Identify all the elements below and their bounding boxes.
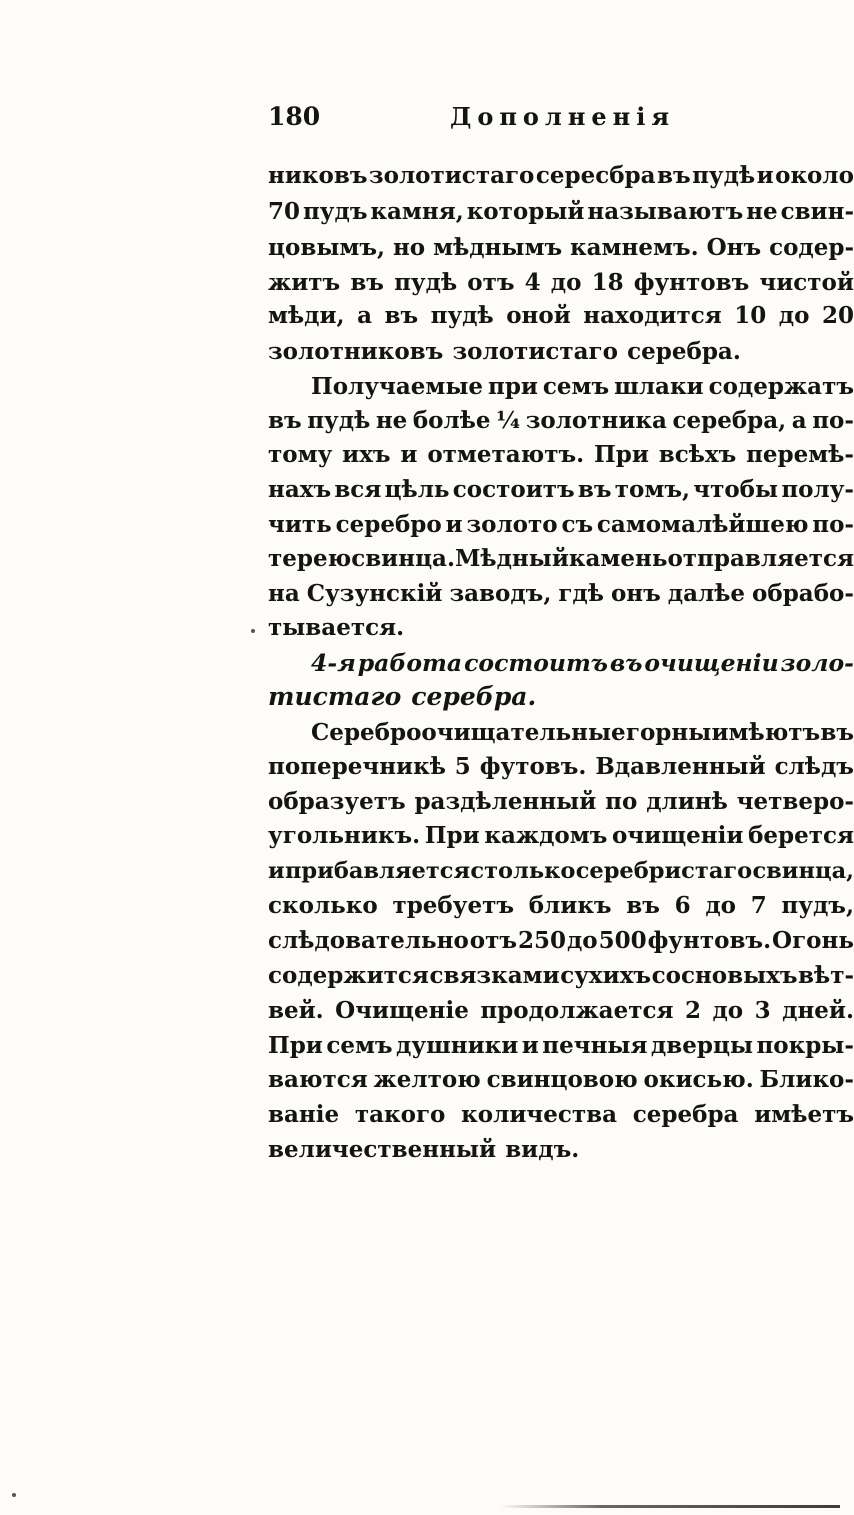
word: болѣе <box>412 407 491 434</box>
word: Очищеніе <box>335 997 469 1024</box>
word: футовъ. <box>479 753 587 780</box>
word: 3 <box>754 997 771 1024</box>
word: 20 <box>821 302 854 329</box>
word: по- <box>812 511 854 538</box>
text-line <box>268 786 854 822</box>
word: Мѣдный <box>454 545 569 572</box>
word: далѣе <box>667 580 746 607</box>
text-line <box>268 160 854 196</box>
word: горны <box>625 719 712 746</box>
word: сосновыхъ <box>651 962 798 989</box>
word: свин- <box>780 198 854 225</box>
word: тому <box>268 441 333 468</box>
word: серебра, <box>672 407 787 434</box>
word: 70 <box>268 198 301 225</box>
word: покры- <box>756 1032 854 1059</box>
word: въ <box>268 407 302 434</box>
word: состоитъ <box>452 476 575 503</box>
word: пудѣ <box>430 302 494 329</box>
word: 6 <box>674 892 691 919</box>
text-line <box>268 439 854 475</box>
word: бликъ <box>528 892 612 919</box>
word: отметаютъ. <box>427 441 585 468</box>
word: а <box>357 302 372 329</box>
word: серебра <box>632 1101 739 1128</box>
word: вѣт- <box>798 962 854 989</box>
word: чтобы <box>693 476 779 503</box>
word: отправляется <box>667 545 854 572</box>
running-title: Дополненія <box>450 102 676 131</box>
print-speck <box>12 1493 16 1497</box>
word: берется <box>748 822 854 849</box>
word: дней. <box>782 997 854 1024</box>
word: содержатъ <box>708 373 854 400</box>
word: прибавляется <box>284 858 471 884</box>
word: золотистаго <box>368 162 535 189</box>
word: самомалѣйшею <box>596 511 809 538</box>
word: полу- <box>781 476 854 503</box>
text-line <box>268 232 854 268</box>
running-head <box>268 102 698 142</box>
word: золотистаго <box>452 338 618 365</box>
word: пудѣ <box>307 407 371 434</box>
word: связками <box>429 962 560 989</box>
word: въ <box>609 649 643 677</box>
print-speck <box>251 629 255 633</box>
word: поперечникѣ <box>268 753 446 780</box>
text-line <box>268 336 854 372</box>
word: свинца, <box>752 858 854 884</box>
word: чистой <box>759 269 854 296</box>
word: серебра. <box>627 338 741 365</box>
word: камня, <box>370 198 464 225</box>
text-line <box>268 751 854 787</box>
word: Вдавленный <box>595 753 766 780</box>
word: до <box>705 892 736 919</box>
word: очищеніи <box>612 822 744 849</box>
word: при <box>487 373 538 400</box>
word: по- <box>812 407 854 434</box>
word: содер- <box>769 234 854 261</box>
word: въ <box>657 162 691 189</box>
word: 4-я <box>311 649 356 677</box>
word: тывается. <box>268 614 405 641</box>
word: въ <box>384 302 419 329</box>
word: продолжается <box>480 997 674 1024</box>
word: 250 <box>518 927 567 954</box>
word: 5 <box>454 753 471 780</box>
section-heading-line <box>311 647 854 683</box>
word: но <box>392 234 426 261</box>
word: мѣди, <box>268 302 345 329</box>
word: оной <box>506 302 571 329</box>
word: и <box>756 162 774 189</box>
word: Получаемые <box>311 373 484 400</box>
word: и <box>400 441 418 468</box>
word: нахъ <box>268 476 332 503</box>
text-line <box>268 405 854 441</box>
word: душники <box>396 1032 519 1059</box>
word: пудѣ <box>692 162 756 189</box>
word: вей. <box>268 997 324 1024</box>
word: Онъ <box>706 234 762 261</box>
word: имѣютъ <box>711 719 821 746</box>
word: отъ <box>469 927 518 954</box>
text-line <box>268 925 854 961</box>
word: ихъ <box>342 441 391 468</box>
word: слѣдъ <box>774 753 854 780</box>
word: мѣднымъ <box>433 234 563 261</box>
word: угольникъ. <box>268 822 421 849</box>
word: ваются <box>268 1066 368 1093</box>
word: цовымъ, <box>268 234 385 261</box>
word: Сузунскій <box>306 580 443 607</box>
text-line <box>268 196 854 232</box>
word: камнемъ. <box>570 234 699 261</box>
word: житъ <box>268 269 341 296</box>
word: находится <box>583 302 722 329</box>
word: желтою <box>373 1066 481 1093</box>
word: ¼ <box>496 407 521 434</box>
word: дверцы <box>650 1032 753 1059</box>
word: 18 <box>591 269 624 296</box>
word: до <box>712 997 744 1024</box>
word: 500 <box>598 927 647 954</box>
word: Блико- <box>759 1066 854 1093</box>
text-line <box>268 1030 854 1066</box>
word: каждомъ <box>484 822 608 849</box>
text-line <box>268 509 854 545</box>
word: пудѣ <box>394 269 458 296</box>
page-edge-shadow <box>500 1505 840 1508</box>
word: обрабо- <box>752 580 854 607</box>
word: вся <box>334 476 382 503</box>
word: четверо- <box>736 788 854 815</box>
word: не <box>375 407 408 434</box>
word: пудъ <box>302 198 368 225</box>
word: камень <box>568 545 668 572</box>
text-line <box>268 474 854 510</box>
word: шлаки <box>614 373 704 400</box>
word: Огонь <box>772 927 854 954</box>
word: При <box>424 822 480 849</box>
word: 7 <box>750 892 767 919</box>
word: серебра. <box>411 682 537 711</box>
word: семъ <box>542 373 610 400</box>
word: томъ, <box>614 476 691 503</box>
word: образуетъ <box>268 788 406 815</box>
word: свинцовою <box>486 1066 638 1093</box>
word: цѣль <box>384 476 450 503</box>
word: слѣдовательно <box>268 927 469 954</box>
word: столько <box>470 858 576 884</box>
text-line <box>268 890 854 926</box>
word: 10 <box>734 302 767 329</box>
word: 2 <box>684 997 701 1024</box>
word: содержится <box>268 962 429 989</box>
word: работа <box>357 649 463 677</box>
text-line <box>268 578 854 614</box>
word: такого <box>354 1101 446 1128</box>
word: сколько <box>268 892 378 919</box>
word: золо- <box>780 649 854 677</box>
word: серебристаго <box>575 858 753 884</box>
text-line <box>268 820 854 856</box>
word: сересбра <box>535 162 656 189</box>
text-line <box>311 717 854 753</box>
word: заводъ, <box>449 580 552 607</box>
word: требуетъ <box>392 892 514 919</box>
word: длинѣ <box>646 788 728 815</box>
text-line <box>268 1064 854 1100</box>
word: до <box>550 269 582 296</box>
word: окисью. <box>643 1066 754 1093</box>
text-line <box>268 855 854 891</box>
word: фунтовъ <box>633 269 750 296</box>
word: въ <box>626 892 660 919</box>
word: семъ <box>326 1032 393 1059</box>
word: въ <box>577 476 612 503</box>
word: раздѣленный <box>414 788 597 815</box>
text-line <box>268 612 854 648</box>
word: на <box>268 580 300 607</box>
word: фунтовъ. <box>647 927 772 954</box>
page-number: 180 <box>268 102 321 131</box>
text-line <box>268 995 854 1031</box>
word: въ <box>820 719 854 746</box>
word: терею <box>268 545 352 572</box>
word: всѣхъ <box>658 441 737 468</box>
word: съ <box>561 511 594 538</box>
text-line <box>268 543 854 579</box>
word: золотниковъ <box>268 338 444 365</box>
word: очищеніи <box>644 649 779 677</box>
word: имѣетъ <box>754 1101 854 1128</box>
text-line <box>268 960 854 996</box>
word: и <box>445 511 463 538</box>
word: до <box>778 302 810 329</box>
word: При <box>268 1032 323 1059</box>
word: серебро <box>335 511 442 538</box>
word: состоитъ <box>464 649 608 677</box>
word: пудъ, <box>781 892 854 919</box>
word: величественный <box>268 1136 497 1163</box>
word: золото <box>466 511 558 538</box>
word: называютъ <box>587 198 744 225</box>
word: тистаго <box>268 682 402 711</box>
word: онъ <box>610 580 661 607</box>
word: гдѣ <box>558 580 604 607</box>
word: видъ. <box>505 1136 580 1163</box>
word: При <box>594 441 649 468</box>
word: въ <box>350 269 384 296</box>
word: Сереброочищательные <box>311 719 626 746</box>
word: 4 <box>524 269 541 296</box>
word: по <box>605 788 638 815</box>
word: до <box>566 927 598 954</box>
word: печныя <box>542 1032 648 1059</box>
text-line <box>268 1099 854 1135</box>
word: который <box>466 198 585 225</box>
word: золотника <box>525 407 667 434</box>
word: перемѣ- <box>746 441 854 468</box>
word: ваніе <box>268 1101 340 1128</box>
word: никовъ <box>268 162 368 189</box>
word: около <box>775 162 854 189</box>
word: сухихъ <box>560 962 652 989</box>
word: не <box>746 198 778 225</box>
word: количества <box>461 1101 618 1128</box>
text-line <box>268 300 854 336</box>
word: и <box>521 1032 539 1059</box>
word: свинца. <box>351 545 455 572</box>
word: отъ <box>467 269 515 296</box>
word: а <box>791 407 807 434</box>
text-line <box>268 1134 854 1170</box>
word: чить <box>268 511 332 538</box>
word: и <box>268 858 285 884</box>
text-line <box>311 371 854 407</box>
text-line <box>268 267 854 303</box>
section-heading-line <box>268 681 854 717</box>
